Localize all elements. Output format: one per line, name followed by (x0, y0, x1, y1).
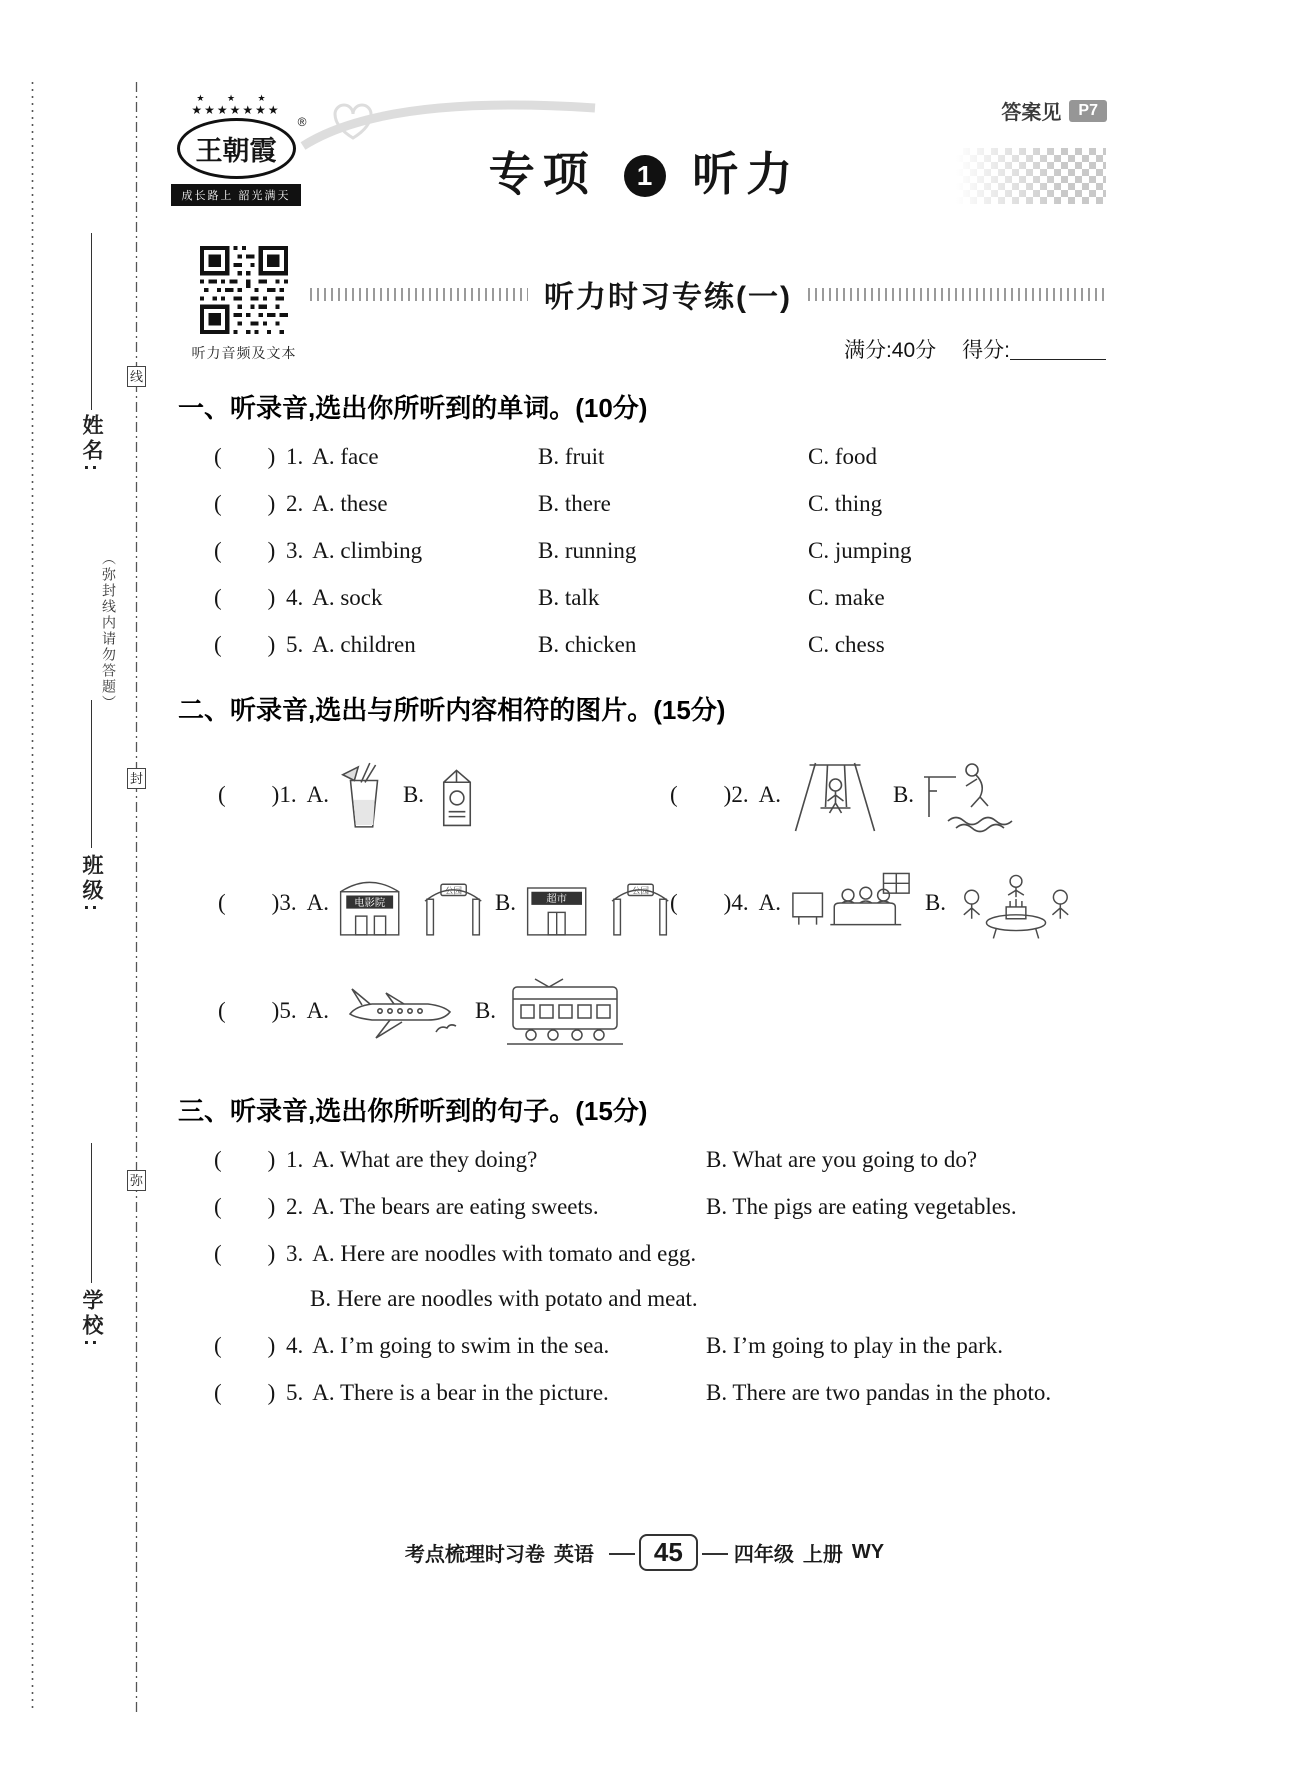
option-b-label: B. (494, 890, 517, 915)
cinema-sign: 电影院 (354, 897, 386, 909)
drink-icon (335, 756, 393, 834)
answer-blank: ( ) (214, 444, 276, 469)
option-b: B. chicken (538, 632, 637, 657)
option-b: B. I’m going to play in the park. (706, 1333, 1004, 1358)
answer-blank: ( ) (214, 585, 276, 610)
answer-blank: ( ) (670, 782, 732, 807)
option-c: C. chess (808, 632, 885, 657)
section-pictures (178, 690, 1106, 1051)
option-a: A. sock (312, 585, 383, 610)
qr-code (200, 321, 288, 338)
option-c: C. make (808, 585, 885, 610)
option-a: A. these (312, 491, 388, 516)
footer-edition: WY (851, 1541, 885, 1563)
hatch-decoration-right (808, 288, 1106, 301)
option-b-label: B. (402, 782, 425, 807)
practice-title-row (310, 272, 1106, 316)
sentence-item-row (178, 1377, 1106, 1408)
word-item-row (178, 488, 1106, 519)
supermarket-icon (522, 863, 672, 943)
swing-icon (787, 755, 883, 835)
answer-blank: ( ) (670, 890, 732, 915)
qr-block (178, 246, 310, 364)
item-number: 3. (286, 1241, 304, 1266)
title-number-badge: 1 (624, 155, 666, 197)
item-number: 1. (279, 782, 297, 807)
school-blank-line (91, 1143, 92, 1283)
option-a: A. I’m going to swim in the sea. (312, 1333, 610, 1358)
option-a: A. There is a bear in the picture. (312, 1380, 609, 1405)
practice-title: 听力时习专练(一) (544, 281, 792, 314)
airplane-icon (335, 976, 465, 1046)
answer-blank: ( ) (214, 632, 276, 657)
park-sign: 公园 (632, 885, 650, 896)
answer-page-badge: P7 (1069, 100, 1107, 122)
worksheet-body (178, 246, 1106, 1408)
item-number: 4. (286, 1333, 304, 1358)
option-b-label: B. (474, 998, 497, 1023)
train-icon (502, 971, 628, 1051)
name-label: 姓名: (80, 414, 103, 475)
hatch-decoration-left (310, 288, 528, 301)
word-item-row (178, 582, 1106, 613)
name-blank-line (91, 233, 92, 410)
option-a: A. climbing (312, 538, 423, 563)
logo-brand-name (177, 115, 307, 179)
logo-stars-top: ★ ★ ★ (196, 93, 276, 103)
score-blank (1010, 340, 1106, 360)
picture-row (178, 971, 1106, 1051)
option-a-label: A. (306, 782, 329, 807)
picture-group-5 (218, 971, 628, 1051)
page-number: 45 (639, 1534, 698, 1571)
answer-blank: ( ) (214, 491, 276, 516)
market-sign: 超市 (546, 894, 568, 906)
footer-subject: 英语 (553, 1544, 594, 1566)
answer-blank: ( ) (218, 998, 280, 1023)
option-a: A. face (312, 444, 379, 469)
option-c: C. jumping (808, 538, 912, 563)
answer-blank: ( ) (214, 1194, 276, 1219)
class-label: 班级: (80, 854, 103, 915)
option-b: B. Here are noodles with potato and meat. (310, 1286, 698, 1311)
word-item-row (178, 441, 1106, 472)
item-number: 5. (286, 1380, 304, 1405)
sentence-item-row (178, 1144, 1106, 1175)
item-number: 1. (286, 444, 304, 469)
item-number: 1. (286, 1147, 304, 1172)
full-score-label: 满分:40分 (843, 339, 937, 362)
item-number: 2. (286, 1194, 304, 1219)
option-b: B. What are you going to do? (706, 1147, 978, 1172)
answer-blank: ( ) (214, 1333, 276, 1358)
milk-carton-icon (430, 756, 484, 834)
item-number: 5. (286, 632, 304, 657)
word-item-row (178, 535, 1106, 566)
picture-row (178, 863, 1106, 943)
item-number: 4. (731, 890, 749, 915)
park-sign: 公园 (445, 885, 462, 896)
seal-marker-feng: 封 (127, 768, 146, 789)
item-number: 3. (286, 538, 304, 563)
option-a: A. Here are noodles with tomato and egg. (312, 1241, 697, 1266)
party-icon (952, 863, 1080, 943)
picture-group-2 (670, 755, 1020, 835)
seal-marker-mi: 弥 (127, 1170, 146, 1191)
item-number: 2. (731, 782, 749, 807)
answer-blank: ( ) (218, 890, 280, 915)
section2-title: 二、听录音,选出与所听内容相符的图片。(15分) (178, 695, 726, 725)
section-sentences (178, 1091, 1106, 1408)
family-tv-icon (787, 863, 915, 943)
sentence-item-continuation (178, 1283, 1106, 1314)
answer-reference (1001, 96, 1107, 125)
school-label: 学校: (80, 1289, 103, 1350)
option-b-label: B. (892, 782, 915, 807)
option-c: C. thing (808, 491, 883, 516)
class-blank-line (91, 700, 92, 848)
footer-volume: 上册 (802, 1544, 843, 1566)
title-prefix: 专项 (488, 148, 597, 200)
page-footer (0, 1534, 1289, 1571)
page-trim-line (31, 82, 34, 1712)
item-number: 4. (286, 585, 304, 610)
option-a-label: A. (306, 998, 329, 1023)
option-c: C. food (808, 444, 877, 469)
footer-grade: 四年级 (733, 1544, 794, 1566)
footer-series: 考点梳理时习卷 (404, 1544, 545, 1566)
picture-group-4 (670, 863, 1080, 943)
score-label: 得分: (962, 339, 1010, 362)
option-b: B. there (538, 491, 611, 516)
picture-group-1 (218, 756, 670, 834)
picture-row (178, 755, 1106, 835)
score-line (310, 334, 1106, 364)
answer-blank: ( ) (214, 1147, 276, 1172)
item-number: 2. (286, 491, 304, 516)
section-words (178, 388, 1106, 660)
diving-icon (920, 755, 1020, 835)
answer-blank: ( ) (214, 1380, 276, 1405)
option-a: A. What are they doing? (312, 1147, 538, 1172)
item-number: 5. (279, 998, 297, 1023)
practice-header (178, 246, 1106, 364)
section1-title: 一、听录音,选出你所听到的单词。(10分) (178, 393, 648, 423)
answer-ref-label: 答案见 (1001, 102, 1062, 124)
word-item-row (178, 629, 1106, 660)
seal-fold-line (135, 82, 138, 1712)
logo-ribbon: 成长路上 韶光满天 (171, 184, 300, 206)
answer-blank: ( ) (214, 538, 276, 563)
brand-logo (156, 92, 316, 206)
option-b: B. There are two pandas in the photo. (706, 1380, 1052, 1405)
seal-marker-line: 线 (127, 366, 146, 387)
qr-caption: 听力音频及文本 (191, 345, 297, 361)
option-a: A. The bears are eating sweets. (312, 1194, 599, 1219)
brand-name-text: 王朝霞 (195, 136, 277, 166)
option-a-label: A. (758, 782, 781, 807)
answer-blank: ( ) (214, 1241, 276, 1266)
registered-mark: ® (297, 115, 307, 129)
option-b: B. running (538, 538, 637, 563)
title-text: 听力 (692, 148, 801, 200)
section3-title: 三、听录音,选出你所听到的句子。(15分) (178, 1096, 648, 1126)
answer-blank: ( ) (218, 782, 280, 807)
picture-group-3 (218, 863, 670, 943)
option-b: B. talk (538, 585, 600, 610)
sentence-item-row (178, 1238, 1106, 1269)
option-b: B. The pigs are eating vegetables. (706, 1194, 1017, 1219)
option-a-label: A. (758, 890, 781, 915)
sentence-item-row (178, 1330, 1106, 1361)
option-b: B. fruit (538, 444, 605, 469)
item-number: 3. (279, 890, 297, 915)
option-b-label: B. (924, 890, 947, 915)
sentence-item-row (178, 1191, 1106, 1222)
logo-stars: ★★★★★★★ (191, 103, 281, 117)
cinema-icon (335, 863, 485, 943)
option-a-label: A. (306, 890, 329, 915)
seal-notice: （弥封线内请勿答题） (101, 551, 117, 711)
option-a: A. children (312, 632, 416, 657)
